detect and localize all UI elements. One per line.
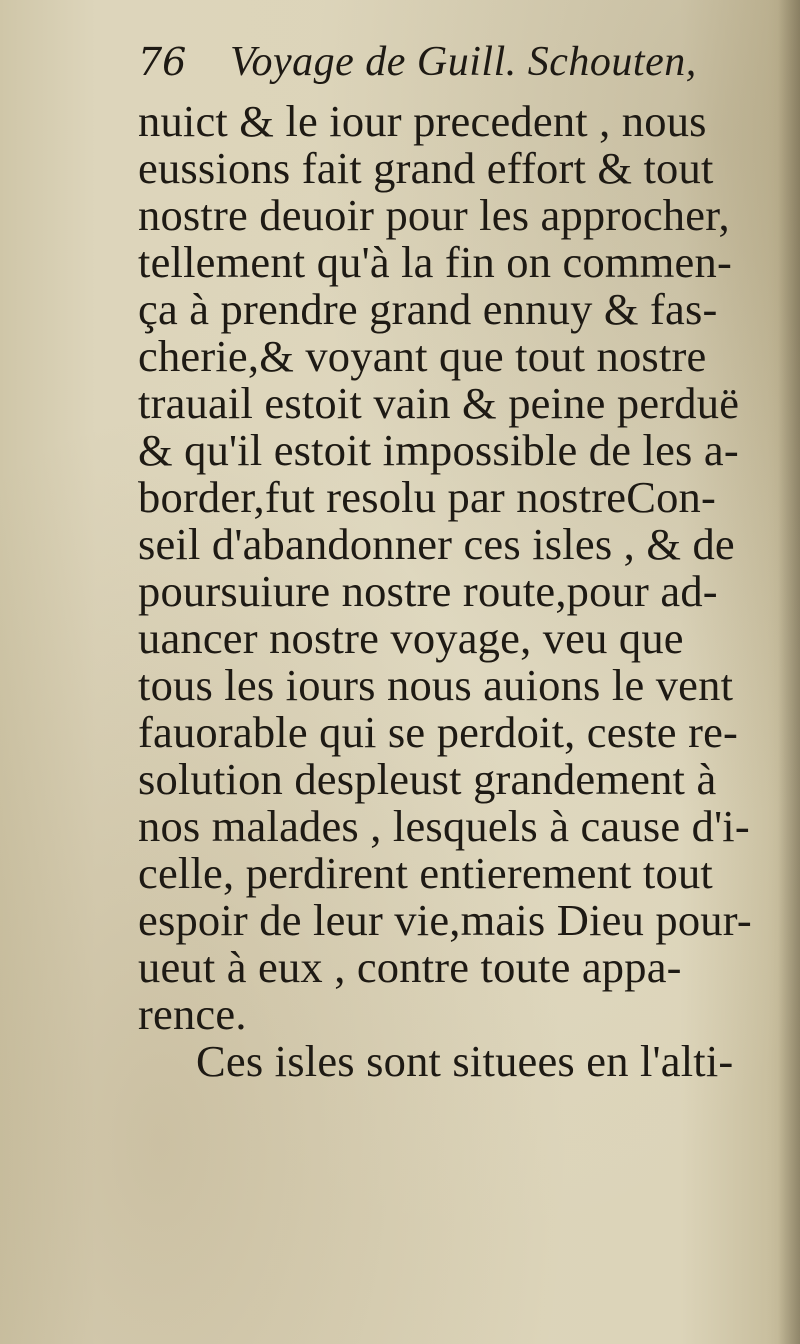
text-line: uancer nostre voyage, veu que <box>138 613 684 663</box>
page-edge-shadow <box>778 0 800 1344</box>
paragraph-start-line: Ces isles sont situees en l'alti- <box>196 1036 734 1086</box>
page-header <box>138 36 778 92</box>
text-line: seil d'abandonner ces isles , & de <box>138 519 735 569</box>
text-line: border,fut resolu par nostreCon- <box>138 472 717 522</box>
text-line: tous les iours nous auions le vent <box>138 660 734 710</box>
text-line: ueut à eux , contre toute appa- <box>138 942 682 992</box>
text-line: celle, perdirent entierement tout <box>138 848 713 898</box>
text-line: eussions fait grand effort & tout <box>138 143 714 193</box>
text-line: & qu'il estoit impossible de les a- <box>138 425 739 475</box>
text-line: nuict & le iour precedent , nous <box>138 96 707 146</box>
text-line: nostre deuoir pour les approcher, <box>138 190 730 240</box>
text-line: espoir de leur vie,mais Dieu pour- <box>138 895 752 945</box>
text-line: fauorable qui se perdoit, ceste re- <box>138 707 739 757</box>
text-line: solution despleust grandement à <box>138 754 717 804</box>
running-head: Voyage de Guill. Schouten, <box>230 39 697 85</box>
page-number: 76 <box>138 40 187 84</box>
text-line: nos malades , lesquels à cause d'i- <box>138 801 750 851</box>
body-text <box>138 98 778 1085</box>
text-line: ça à prendre grand ennuy & fas- <box>138 284 718 334</box>
text-line: tellement qu'à la fin on commen- <box>138 237 732 287</box>
text-line: trauail estoit vain & peine perduë <box>138 378 740 428</box>
text-line: poursuiure nostre route,pour ad- <box>138 566 718 616</box>
text-line: rence. <box>138 989 247 1039</box>
text-line: cherie,& voyant que tout nostre <box>138 331 707 381</box>
book-page <box>138 36 778 1085</box>
